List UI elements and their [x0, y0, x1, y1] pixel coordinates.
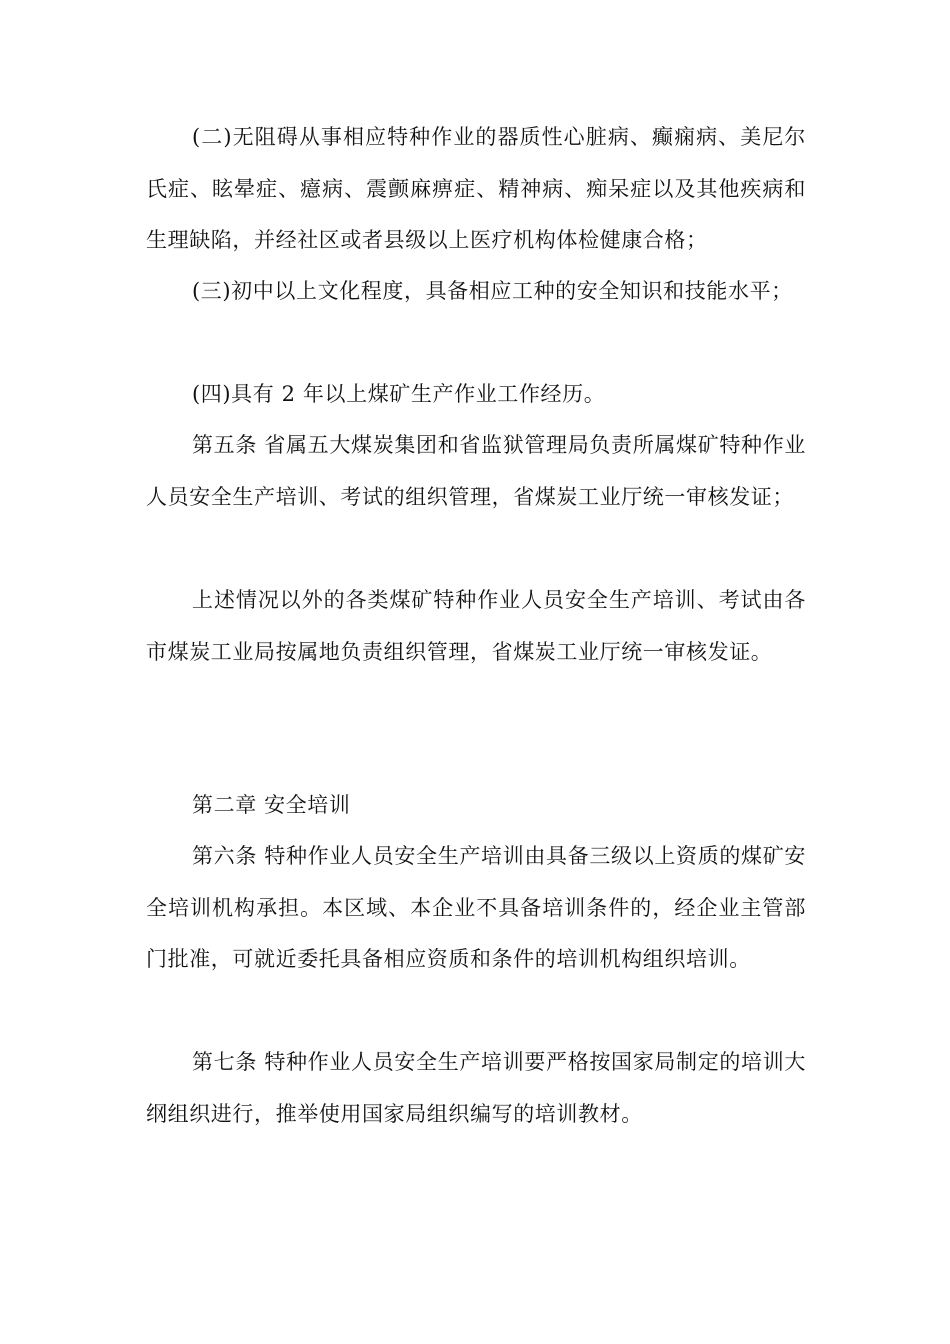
paragraph-article-5-continued: 上述情况以外的各类煤矿特种作业人员安全生产培训、考试由各市煤炭工业局按属地负责组织管理，省煤炭工业厅统一审核发证。 [146, 588, 806, 664]
paragraph-article-7: 第七条 特种作业人员安全生产培训要严格按国家局制定的培训大纲组织进行，推举使用国家局组织编写的培训教材。 [146, 1050, 806, 1126]
paragraph-article-6: 第六条 特种作业人员安全生产培训由具备三级以上资质的煤矿安全培训机构承担。本区域、本企业不具备培训条件的，经企业主管部门批准，可就近委托具备相应资质和条件的培训机构组织培训。 [146, 844, 806, 971]
paragraph-article-5: 第五条 省属五大煤炭集团和省监狱管理局负责所属煤矿特种作业人员安全生产培训、考试的组织管理，省煤炭工业厅统一审核发证； [146, 433, 806, 509]
chapter-heading: 第二章 安全培训 [192, 793, 351, 817]
paragraph-item-2-health: (二)无阻碍从事相应特种作业的器质性心脏病、癫痫病、美尼尔氏症、眩晕症、癔病、震颤麻痹症、精神病、痴呆症以及其他疾病和生理缺陷，并经社区或者县级以上医疗机构体检健康合格； [146, 125, 806, 252]
paragraph-item-4-experience: (四)具有 2 年以上煤矿生产作业工作经历。 [192, 382, 606, 406]
paragraph-item-3-education: (三)初中以上文化程度，具备相应工种的安全知识和技能水平； [192, 279, 793, 303]
